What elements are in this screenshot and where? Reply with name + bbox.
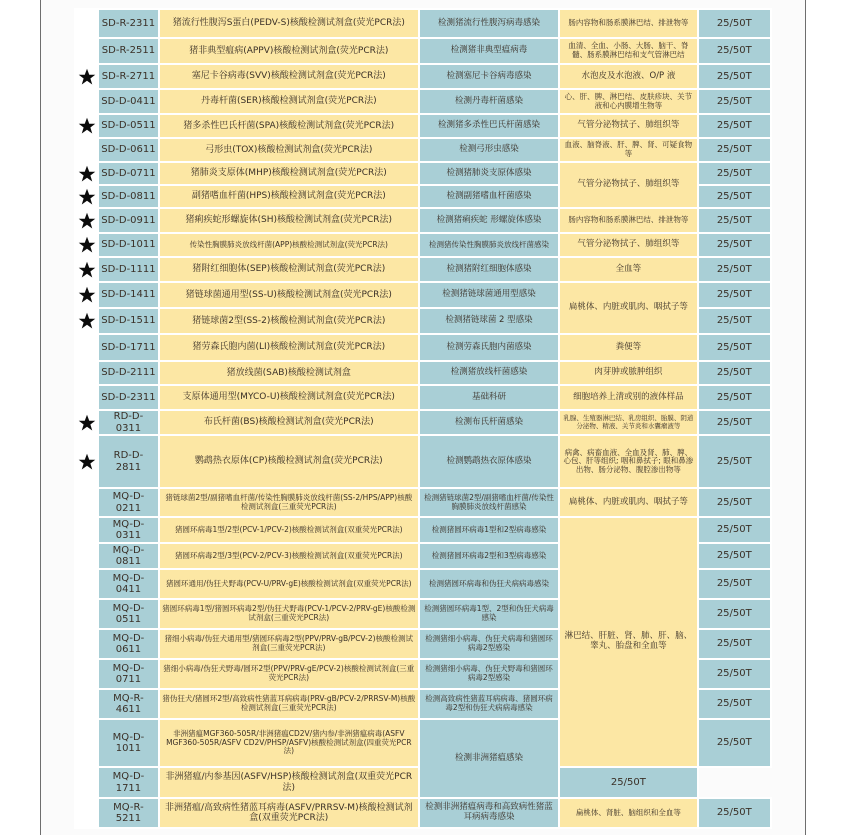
product-name: 副猪嗜血杆菌(HPS)核酸检测试剂盒(荧光PCR法) [159, 185, 419, 208]
sample-type: 气管分泌物拭子、肺组织等 [559, 114, 697, 138]
product-name: 丹毒杆菌(SER)核酸检测试剂盒(荧光PCR法) [159, 89, 419, 114]
star-cell [75, 689, 98, 719]
table-row [75, 208, 771, 233]
product-name: 猪附红细胞体(SEP)核酸检测试剂盒(荧光PCR法) [159, 257, 419, 282]
star-icon [78, 261, 96, 279]
product-code: SD-D-0611 [98, 138, 159, 162]
sample-type: 扁桃体、内脏或肌肉、咽拭子等 [559, 282, 697, 334]
product-code: MQ-R-4611 [98, 689, 159, 719]
product-use: 检测猪圆环病毒1型、2型和伪狂犬病毒感染 [419, 599, 559, 629]
product-use: 检测鹦鹉热衣原体感染 [419, 435, 559, 488]
sample-type: 淋巴结、肝脏、肾、肺、肝、脑、睾丸、胎盘和全血等 [559, 517, 697, 767]
sample-type: 肠内容物和肠系膜淋巴结、排泄物等 [559, 9, 697, 38]
product-code: SD-R-2511 [98, 38, 159, 64]
star-cell [75, 282, 98, 308]
pack-size: 25/50T [698, 798, 771, 828]
product-code: MQ-D-0311 [98, 517, 159, 543]
star-icon [78, 117, 96, 135]
star-icon [78, 68, 96, 86]
star-cell [75, 257, 98, 282]
star-cell [75, 114, 98, 138]
product-use: 检测猪放线杆菌感染 [419, 361, 559, 385]
star-cell [75, 89, 98, 114]
product-use: 检测高致病性猪蓝耳病病毒、猪圆环病毒2型和伪狂犬病病毒感染 [419, 689, 559, 719]
pack-size: 25/50T [698, 435, 771, 488]
table-row [75, 138, 771, 162]
sample-type: 肉芽肿或脓肿组织 [559, 361, 697, 385]
star-cell [75, 629, 98, 659]
table-row [75, 435, 771, 488]
pack-size: 25/50T [698, 517, 771, 543]
product-code: MQ-D-0211 [98, 488, 159, 517]
star-cell [75, 798, 98, 828]
product-code: SD-R-2711 [98, 64, 159, 89]
product-name: 猪流行性腹泻S蛋白(PEDV-S)核酸检测试剂盒(荧光PCR法) [159, 9, 419, 38]
product-use: 检测猪流行性腹泻病毒感染 [419, 9, 559, 38]
pack-size: 25/50T [698, 543, 771, 569]
star-cell [75, 543, 98, 569]
pack-size: 25/50T [698, 334, 771, 361]
product-use: 检测副猪嗜血杆菌感染 [419, 185, 559, 208]
product-name: 猪细小病毒/伪狂犬通用型/猪圆环病毒2型(PPV/PRV-gB/PCV-2)核酸检测试剂盒(三重荧光PCR法) [159, 629, 419, 659]
star-icon [78, 312, 96, 330]
product-name: 猪放线菌(SAB)核酸检测试剂盒 [159, 361, 419, 385]
star-cell [75, 138, 98, 162]
product-code: RD-D-2811 [98, 435, 159, 488]
product-code: SD-D-0411 [98, 89, 159, 114]
star-cell [75, 162, 98, 185]
product-use: 检测猪圆环病毒1型和2型病毒感染 [419, 517, 559, 543]
product-name: 传染性胸膜肺炎放线杆菌(APP)核酸检测试剂盒(荧光PCR法) [159, 233, 419, 257]
product-use: 检测猪圆环病毒和伪狂犬病病毒感染 [419, 569, 559, 599]
product-name: 塞尼卡谷病毒(SVV)核酸检测试剂盒(荧光PCR法) [159, 64, 419, 89]
pack-size: 25/50T [698, 659, 771, 689]
product-name: 非洲猪瘟MGF360-505R/非洲猪瘟CD2V/猪内参/非洲猪瘟病毒(ASFV MGF360-505R/ASFV CD2V/PHSP/ASFV)核酸检测试剂盒(四重荧光PCR法) [159, 719, 419, 767]
pack-size: 25/50T [698, 138, 771, 162]
star-cell [75, 517, 98, 543]
product-use: 检测猪细小病毒、伪狂犬病毒和猪圆环病毒2型感染 [419, 629, 559, 659]
product-code: SD-D-2311 [98, 385, 159, 410]
product-code: SD-D-0511 [98, 114, 159, 138]
pack-size: 25/50T [698, 361, 771, 385]
pack-size: 25/50T [698, 162, 771, 185]
sample-type: 扁桃体、肾脏、脑组织和全血等 [559, 798, 697, 828]
product-use: 检测猪链球菌 2 型感染 [419, 308, 559, 334]
table-row [75, 798, 771, 828]
pack-size: 25/50T [698, 410, 771, 435]
product-name: 猪伪狂犬/猪圆环2型/高致病性猪蓝耳病病毒(PRV-gB/PCV-2/PRRSV-M)核酸检测试剂盒(三重荧光PCR法) [159, 689, 419, 719]
table-row [75, 89, 771, 114]
product-code: SD-D-1711 [98, 334, 159, 361]
sample-type: 病禽、病畜血液、全血及肾、肺、脾、心包、肝等组织; 咽和鼻拭子; 眼和鼻渗出物、肠分泌物、腹腔渗出物等 [559, 435, 697, 488]
product-name: 猪圆环病毒1型/2型(PCV-1/PCV-2)核酸检测试剂盒(双重荧光PCR法) [159, 517, 419, 543]
pack-size: 25/50T [698, 208, 771, 233]
star-icon [78, 165, 96, 183]
star-icon [78, 188, 96, 206]
star-cell [75, 38, 98, 64]
product-name: 弓形虫(TOX)核酸检测试剂盒(荧光PCR法) [159, 138, 419, 162]
pack-size: 25/50T [698, 488, 771, 517]
product-code: MQ-R-5211 [98, 798, 159, 828]
product-use: 检测猪肺炎支原体感染 [419, 162, 559, 185]
product-name: 猪痢疾蛇形螺旋体(SH)核酸检测试剂盒(荧光PCR法) [159, 208, 419, 233]
table-row [75, 257, 771, 282]
product-code: SD-D-1511 [98, 308, 159, 334]
product-name: 猪劳森氏胞内菌(LI)核酸检测试剂盒(荧光PCR法) [159, 334, 419, 361]
sample-type: 血清、全血、小肠、大肠、脑干、脊髓、肠系膜淋巴结和支气管淋巴结 [559, 38, 697, 64]
pack-size: 25/50T [698, 185, 771, 208]
product-name: 猪非典型瘟病(APPV)核酸检测试剂盒(荧光PCR法) [159, 38, 419, 64]
table-row [75, 517, 771, 543]
table-row [75, 162, 771, 185]
table-row [75, 233, 771, 257]
star-cell [75, 435, 98, 488]
product-use: 检测弓形虫感染 [419, 138, 559, 162]
product-code: MQ-D-0611 [98, 629, 159, 659]
product-name: 布氏杆菌(BS)核酸检测试剂盒(荧光PCR法) [159, 410, 419, 435]
sample-type: 全血等 [559, 257, 697, 282]
product-use: 检测猪传染性胸膜肺炎放线杆菌感染 [419, 233, 559, 257]
product-use: 检测塞尼卡谷病毒感染 [419, 64, 559, 89]
product-use: 检测布氏杆菌感染 [419, 410, 559, 435]
pack-size: 25/50T [698, 569, 771, 599]
star-cell [75, 208, 98, 233]
sample-type: 水泡皮及水泡液、O/P 液 [559, 64, 697, 89]
product-name: 猪圆环病毒1型/猪圆环病毒2型/伪狂犬野毒(PCV-1/PCV-2/PRV-gE)核酸检测试剂盒(三重荧光PCR法) [159, 599, 419, 629]
product-use: 检测非洲猪瘟病毒和高致病性猪蓝耳病病毒感染 [419, 798, 559, 828]
pack-size: 25/50T [698, 9, 771, 38]
pack-size: 25/50T [698, 689, 771, 719]
product-name: 鹦鹉热衣原体(CP)核酸检测试剂盒(荧光PCR法) [159, 435, 419, 488]
product-code: MQ-D-0411 [98, 569, 159, 599]
pack-size: 25/50T [698, 308, 771, 334]
product-name: 非洲猪瘟/高致病性猪蓝耳病毒(ASFV/PRRSV-M)核酸检测试剂盒(双重荧光PCR法) [159, 798, 419, 828]
product-code: SD-D-1411 [98, 282, 159, 308]
pack-size: 25/50T [698, 257, 771, 282]
sample-type: 扁桃体、内脏或肌肉、咽拭子等 [559, 488, 697, 517]
product-code: SD-D-0811 [98, 185, 159, 208]
product-code: RD-D-0311 [98, 410, 159, 435]
product-code: MQ-D-0711 [98, 659, 159, 689]
product-use: 检测猪链球菌通用型感染 [419, 282, 559, 308]
pack-size: 25/50T [698, 64, 771, 89]
star-cell [75, 719, 98, 767]
product-use: 检测劳森氏胞内菌感染 [419, 334, 559, 361]
sample-type: 粪便等 [559, 334, 697, 361]
pack-size: 25/50T [698, 89, 771, 114]
product-name: 支原体通用型(MYCO-U)核酸检测试剂盒(荧光PCR法) [159, 385, 419, 410]
star-cell [75, 488, 98, 517]
sample-type: 细胞培养上清或别的液体样品 [559, 385, 697, 410]
star-cell [75, 9, 98, 38]
product-use: 检测猪附红细胞体感染 [419, 257, 559, 282]
table-row [75, 410, 771, 435]
table-row [75, 64, 771, 89]
sample-type: 肠内容物和肠系膜淋巴结、排泄物等 [559, 208, 697, 233]
star-cell [75, 659, 98, 689]
pack-size: 25/50T [698, 719, 771, 767]
product-code: MQ-D-0511 [98, 599, 159, 629]
star-icon [78, 236, 96, 254]
product-name: 猪圆环通用/伪狂犬野毒(PCV-U/PRV-gE)核酸检测试剂盒(双重荧光PCR法) [159, 569, 419, 599]
table-row [75, 334, 771, 361]
star-cell [75, 385, 98, 410]
pack-size: 25/50T [698, 629, 771, 659]
product-use: 检测丹毒杆菌感染 [419, 89, 559, 114]
pack-size: 25/50T [559, 767, 697, 798]
table-row [75, 38, 771, 64]
product-use: 检测猪痢疾蛇 形螺旋体感染 [419, 208, 559, 233]
product-use: 检测猪细小病毒、伪狂犬野毒和猪圆环病毒2型感染 [419, 659, 559, 689]
sample-type: 气管分泌物拭子、肺组织等 [559, 233, 697, 257]
table-row [75, 385, 771, 410]
product-name: 非洲猪瘟/内参基因(ASFV/HSP)核酸检测试剂盒(双重荧光PCR法) [159, 767, 419, 798]
table-row [75, 361, 771, 385]
table-row [75, 282, 771, 308]
product-code: SD-D-0711 [98, 162, 159, 185]
star-cell [75, 569, 98, 599]
product-use: 基础科研 [419, 385, 559, 410]
product-name: 猪链球菌通用型(SS-U)核酸检测试剂盒(荧光PCR法) [159, 282, 419, 308]
star-icon [78, 212, 96, 230]
star-cell [75, 361, 98, 385]
star-cell [75, 233, 98, 257]
table-row [75, 9, 771, 38]
product-use: 检测猪非典型瘟病毒 [419, 38, 559, 64]
star-cell [75, 334, 98, 361]
product-use: 检测猪多杀性巴氏杆菌感染 [419, 114, 559, 138]
product-use: 检测非洲猪瘟感染 [419, 719, 559, 798]
star-icon [78, 286, 96, 304]
product-use: 检测猪链球菌2型/副猪嗜血杆菌/传染性胸膜肺炎放线杆菌感染 [419, 488, 559, 517]
product-name: 猪肺炎支原体(MHP)核酸检测试剂盒(荧光PCR法) [159, 162, 419, 185]
sample-type: 气管分泌物拭子、肺组织等 [559, 162, 697, 208]
table-row [75, 114, 771, 138]
product-code: SD-D-1011 [98, 233, 159, 257]
star-cell [75, 410, 98, 435]
product-code: SD-D-2111 [98, 361, 159, 385]
pack-size: 25/50T [698, 38, 771, 64]
product-name: 猪多杀性巴氏杆菌(SPA)核酸检测试剂盒(荧光PCR法) [159, 114, 419, 138]
sample-type: 乳腺、生殖器淋巴结、乳房组织、胎膜、阴道分泌物、精液、关节炎和水囊瘤液等 [559, 410, 697, 435]
product-name: 猪链球菌2型/副猪嗜血杆菌/传染性胸膜肺炎放线杆菌(SS-2/HPS/APP)核酸检测试剂盒(三重荧光PCR法) [159, 488, 419, 517]
product-catalog-table [74, 8, 772, 829]
product-code: SD-D-0911 [98, 208, 159, 233]
product-code: SD-D-1111 [98, 257, 159, 282]
product-code: MQ-D-0811 [98, 543, 159, 569]
table-row [75, 488, 771, 517]
product-name: 猪链球菌2型(SS-2)核酸检测试剂盒(荧光PCR法) [159, 308, 419, 334]
product-code: MQ-D-1711 [98, 767, 159, 798]
product-use: 检测猪圆环病毒2型和3型病毒感染 [419, 543, 559, 569]
star-cell [75, 767, 98, 798]
product-name: 猪细小病毒/伪狂犬野毒/圆环2型(PPV/PRV-gE/PCV-2)核酸检测试剂盒(三重荧光PCR法) [159, 659, 419, 689]
pack-size: 25/50T [698, 282, 771, 308]
pack-size: 25/50T [698, 233, 771, 257]
product-code: SD-R-2311 [98, 9, 159, 38]
product-code: MQ-D-1011 [98, 719, 159, 767]
star-cell [75, 599, 98, 629]
star-cell [75, 64, 98, 89]
pack-size: 25/50T [698, 114, 771, 138]
product-name: 猪圆环病毒2型/3型(PCV-2/PCV-3)核酸检测试剂盒(双重荧光PCR法) [159, 543, 419, 569]
pack-size: 25/50T [698, 599, 771, 629]
star-icon [78, 414, 96, 432]
sample-type: 血液、脑脊液、肝、脾、肾、可疑食物等 [559, 138, 697, 162]
pack-size: 25/50T [698, 385, 771, 410]
star-icon [78, 453, 96, 471]
sample-type: 心、肝、脾、淋巴结、皮肤疹块、关节液和心内膜增生物等 [559, 89, 697, 114]
star-cell [75, 308, 98, 334]
star-cell [75, 185, 98, 208]
